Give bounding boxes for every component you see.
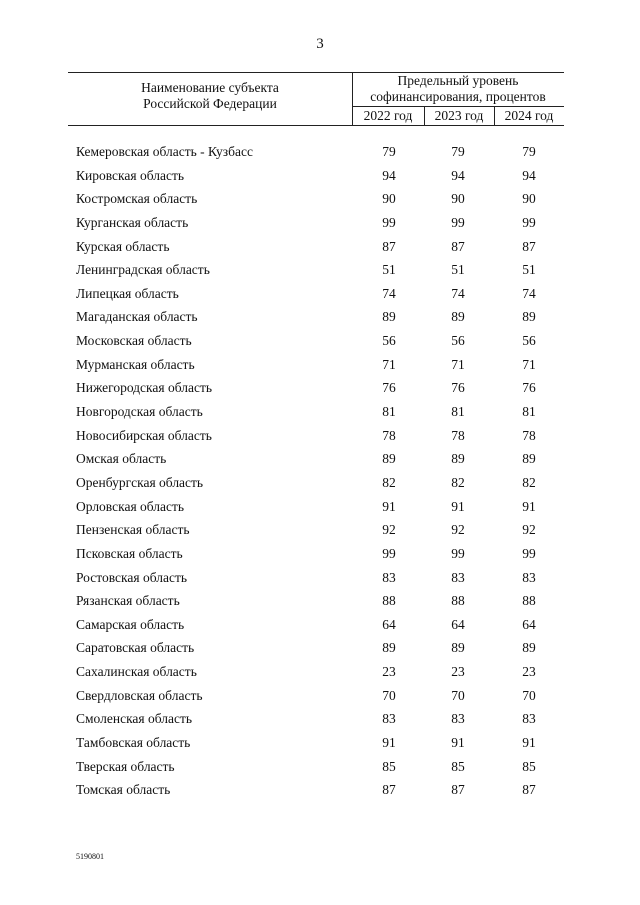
cofinancing-value-2022: 91 [382,498,396,514]
table-row [0,684,640,708]
table-row [0,495,640,519]
header-bottom-rule [68,125,564,126]
cofinancing-value-2022: 87 [382,238,396,254]
region-name: Свердловская область [76,687,203,703]
region-name: Магаданская область [76,309,198,325]
table-row [0,707,640,731]
cofinancing-value-2023: 87 [451,782,465,798]
cofinancing-value-2022: 82 [382,474,396,490]
region-name: Мурманская область [76,356,195,372]
cofinancing-value-2024: 83 [522,711,536,727]
cofinancing-value-2022: 64 [382,616,396,632]
cofinancing-value-2023: 99 [451,545,465,561]
page-number: 3 [316,36,324,52]
table-row [0,447,640,471]
table-row [0,211,640,235]
region-name: Псковская область [76,545,183,561]
cofinancing-value-2024: 91 [522,498,536,514]
table-row [0,258,640,282]
cofinancing-value-2023: 51 [451,262,465,278]
cofinancing-value-2024: 88 [522,593,536,609]
cofinancing-value-2024: 51 [522,262,536,278]
cofinancing-value-2024: 82 [522,474,536,490]
region-name: Саратовская область [76,640,195,656]
cofinancing-value-2023: 78 [451,427,465,443]
table-row [0,187,640,211]
table-row [0,282,640,306]
year-header-2024: 2024 год [504,108,554,123]
cofinancing-value-2023: 89 [451,640,465,656]
cofinancing-value-2023: 92 [451,522,465,538]
cofinancing-value-2024: 99 [522,214,536,230]
cofinancing-value-2024: 74 [522,285,536,301]
cofinancing-value-2022: 87 [382,782,396,798]
cofinancing-value-2024: 89 [522,451,536,467]
table-row [0,376,640,400]
level-column-header-line1: Предельный уровень [397,73,519,88]
region-name: Омская область [76,451,167,467]
table-body [0,140,640,802]
region-name: Курганская область [76,214,189,230]
cofinancing-value-2024: 76 [522,380,536,396]
table-row [0,140,640,164]
cofinancing-value-2022: 70 [382,687,396,703]
table-row [0,424,640,448]
cofinancing-value-2023: 83 [451,569,465,585]
cofinancing-value-2024: 99 [522,545,536,561]
cofinancing-value-2023: 99 [451,214,465,230]
cofinancing-value-2023: 89 [451,309,465,325]
cofinancing-value-2023: 23 [451,664,465,680]
region-name: Московская область [76,333,192,349]
table-row [0,235,640,259]
cofinancing-value-2022: 81 [382,404,396,420]
cofinancing-value-2024: 85 [522,758,536,774]
table-row [0,731,640,755]
region-name: Новосибирская область [76,427,212,443]
cofinancing-value-2023: 79 [451,144,465,159]
region-name: Смоленская область [76,711,193,727]
cofinancing-value-2022: 99 [382,545,396,561]
cofinancing-value-2022: 92 [382,522,396,538]
region-name: Пензенская область [76,522,190,538]
cofinancing-value-2022: 89 [382,451,396,467]
cofinancing-value-2023: 81 [451,404,465,420]
level-column-header [352,73,564,105]
header-subdivider [352,106,564,107]
cofinancing-value-2023: 56 [451,333,465,349]
cofinancing-value-2022: 89 [382,309,396,325]
cofinancing-value-2024: 92 [522,522,536,538]
cofinancing-value-2022: 56 [382,333,396,349]
region-name: Рязанская область [76,593,180,609]
region-name: Кемеровская область - Кузбасс [76,144,253,159]
cofinancing-value-2022: 91 [382,735,396,751]
cofinancing-value-2022: 99 [382,214,396,230]
cofinancing-value-2024: 89 [522,640,536,656]
region-name: Тверская область [76,758,175,774]
cofinancing-value-2023: 82 [451,474,465,490]
year-header-2022: 2022 год [363,108,413,123]
cofinancing-value-2022: 76 [382,380,396,396]
name-column-header [68,80,352,112]
cofinancing-value-2023: 88 [451,593,465,609]
cofinancing-value-2024: 70 [522,687,536,703]
table-row [0,518,640,542]
cofinancing-value-2024: 94 [522,167,536,183]
name-column-header-line2: Российской Федерации [143,96,277,111]
cofinancing-value-2024: 81 [522,404,536,420]
cofinancing-value-2023: 91 [451,498,465,514]
region-name: Оренбургская область [76,474,204,490]
region-name: Кировская область [76,167,185,183]
cofinancing-value-2022: 79 [382,144,396,159]
cofinancing-value-2023: 87 [451,238,465,254]
cofinancing-value-2024: 91 [522,735,536,751]
cofinancing-value-2022: 83 [382,711,396,727]
cofinancing-value-2024: 87 [522,238,536,254]
table-row [0,164,640,188]
cofinancing-value-2024: 78 [522,427,536,443]
cofinancing-value-2022: 88 [382,593,396,609]
cofinancing-value-2022: 74 [382,285,396,301]
cofinancing-value-2024: 71 [522,356,536,372]
cofinancing-value-2023: 70 [451,687,465,703]
cofinancing-value-2024: 23 [522,664,536,680]
cofinancing-value-2023: 90 [451,191,465,207]
region-name: Липецкая область [76,285,179,301]
table-row [0,566,640,590]
table-row [0,755,640,779]
cofinancing-value-2022: 78 [382,427,396,443]
cofinancing-value-2022: 51 [382,262,396,278]
table-row [0,613,640,637]
cofinancing-value-2022: 71 [382,356,396,372]
cofinancing-value-2022: 83 [382,569,396,585]
region-name: Костромская область [76,191,198,207]
cofinancing-value-2023: 83 [451,711,465,727]
table-row [0,471,640,495]
cofinancing-value-2022: 23 [382,664,396,680]
cofinancing-value-2023: 64 [451,616,465,632]
region-name: Томская область [76,782,171,798]
table-row [0,636,640,660]
region-name: Тамбовская область [76,735,191,751]
cofinancing-value-2024: 90 [522,191,536,207]
year-header-2023: 2023 год [434,108,484,123]
table-row [0,660,640,684]
table-row [0,400,640,424]
region-name: Нижегородская область [76,380,213,396]
document-code: 5190801 [76,852,104,861]
cofinancing-value-2024: 83 [522,569,536,585]
cofinancing-value-2024: 79 [522,144,536,159]
level-column-header-line2: софинансирования, процентов [370,89,546,104]
cofinancing-value-2023: 94 [451,167,465,183]
cofinancing-value-2023: 91 [451,735,465,751]
region-name: Ленинградская область [76,262,210,278]
region-name: Новгородская область [76,404,203,420]
table-row [0,329,640,353]
cofinancing-value-2022: 90 [382,191,396,207]
cofinancing-value-2022: 94 [382,167,396,183]
table-row [0,589,640,613]
cofinancing-value-2022: 89 [382,640,396,656]
cofinancing-value-2023: 71 [451,356,465,372]
table-row [0,778,640,802]
table-row [0,305,640,329]
cofinancing-value-2023: 85 [451,758,465,774]
cofinancing-value-2024: 64 [522,616,536,632]
region-name: Сахалинская область [76,664,197,680]
cofinancing-value-2023: 76 [451,380,465,396]
cofinancing-value-2023: 89 [451,451,465,467]
cofinancing-value-2024: 89 [522,309,536,325]
cofinancing-value-2023: 74 [451,285,465,301]
region-name: Курская область [76,238,170,254]
table-row [0,353,640,377]
region-name: Орловская область [76,498,185,514]
region-name: Ростовская область [76,569,187,585]
cofinancing-value-2024: 87 [522,782,536,798]
table-row [0,542,640,566]
cofinancing-value-2024: 56 [522,333,536,349]
name-column-header-line1: Наименование субъекта [141,80,279,95]
region-name: Самарская область [76,616,185,632]
cofinancing-value-2022: 85 [382,758,396,774]
